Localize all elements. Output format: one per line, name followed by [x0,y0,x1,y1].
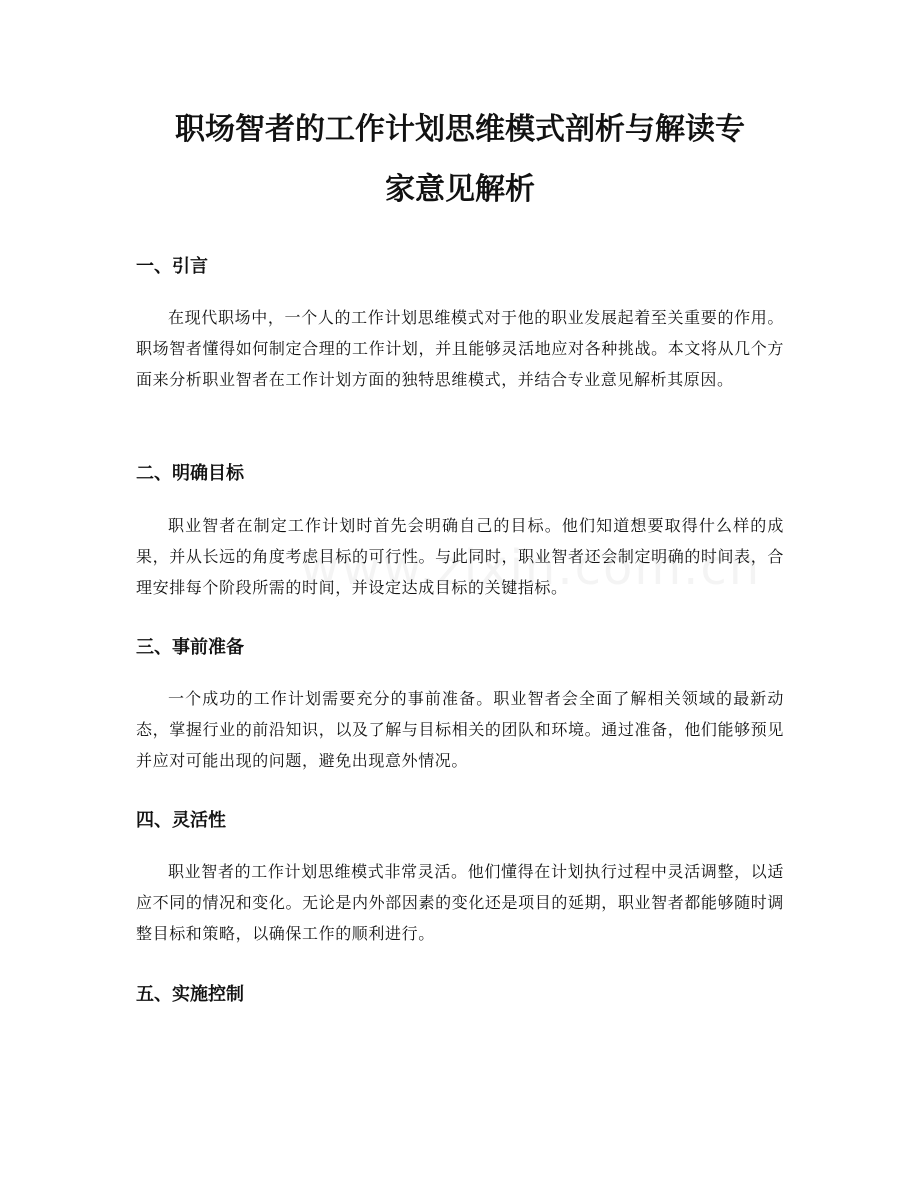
section-body-preparation: 一个成功的工作计划需要充分的事前准备。职业智者会全面了解相关领域的最新动态，掌握行业的前沿知识，以及了解与目标相关的团队和环境。通过准备，他们能够预见并应对可能出现的问题，避免出现意外情况。 [136,689,784,770]
section-heading-preparation: 三、事前准备 [136,637,244,658]
section-heading-goals: 二、明确目标 [136,463,244,484]
section-body-goals: 职业智者在制定工作计划时首先会明确自己的目标。他们知道想要取得什么样的成果，并从长远的角度考虑目标的可行性。与此同时，职业智者还会制定明确的时间表，合理安排每个阶段所需的时间，并设定达成目标的关键指标。 [136,516,784,597]
section-body-flexibility: 职业智者的工作计划思维模式非常灵活。他们懂得在计划执行过程中灵活调整，以适应不同的情况和变化。无论是内外部因素的变化还是项目的延期，职业智者都能够随时调整目标和策略，以确保工作的顺利进行。 [136,862,784,943]
section-body-intro: 在现代职场中，一个人的工作计划思维模式对于他的职业发展起着至关重要的作用。职场智者懂得如何制定合理的工作计划，并且能够灵活地应对各种挑战。本文将从几个方面来分析职业智者在工作计划方面的独特思维模式，并结合专业意见解析其原因。 [136,308,784,389]
page-title [110,100,810,220]
section-heading-intro: 一、引言 [136,256,208,277]
section-heading-control: 五、实施控制 [136,984,244,1005]
page-title-line-1: 职场智者的工作计划思维模式剖析与解读专 [175,112,745,147]
page-title-line-2: 家意见解析 [385,172,535,207]
section-heading-flexibility: 四、灵活性 [136,810,226,831]
